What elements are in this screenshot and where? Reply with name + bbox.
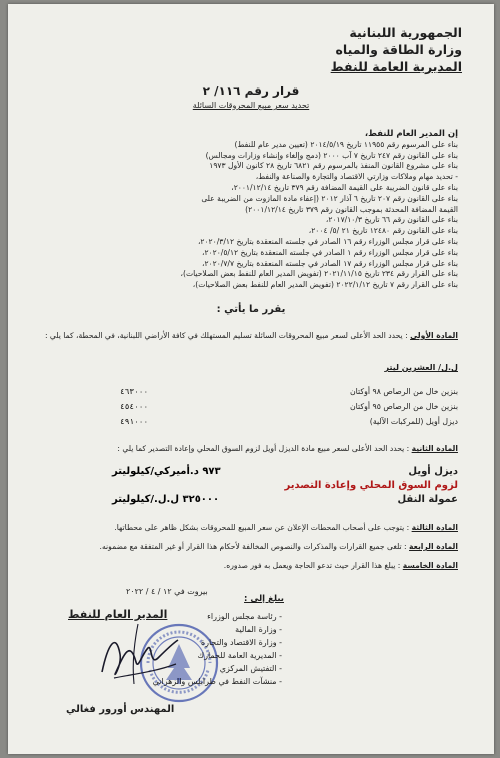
- letterhead-ministry: وزارة الطاقة والمياه: [335, 42, 462, 57]
- distribution-heading: يبلغ إلى :: [244, 594, 284, 604]
- preamble-line: بناء على القانون رقم ٦٦ تاريخ ٢٠١٧/١٠/٣،: [325, 215, 458, 225]
- signatory-name: المهندس أورور فغالي: [66, 704, 175, 715]
- preamble-line: بناء على القانون رقم ١٢٤٨٠ تاريخ ٢١ /٥/ ٢٠٠٤،: [308, 226, 458, 236]
- fuel-price: ٤٩١٠٠٠: [120, 417, 149, 426]
- preamble-line: بناء على القرار رقم ٢٣٤ تاريخ ٢٠٢١/١١/١٥ (تفويض المدير العام للنفط بعض الصلاحيات)،: [180, 269, 458, 279]
- article-2: [28, 444, 458, 453]
- preamble-line: القيمة المضافة المحدثة بموجب القانون رقم ٣٧٩ تاريخ ٢٠٠١/١٢/١٤): [245, 204, 458, 214]
- article-2-text: : يحدد الحد الأعلى لسعر مبيع مادة الديزل أويل لزوم السوق المحلي وإعادة التصدير كما يلي :: [117, 444, 410, 453]
- distribution-item: - وزارة الاقتصاد والتجارة: [200, 638, 282, 647]
- preamble-line: بناء على قانون الضريبة على القيمة المضافة رقم ٣٧٩ تاريخ ٢٠٠١/١٢/١٤،: [231, 182, 458, 192]
- article-5-label: المادة الخامسة: [402, 561, 458, 570]
- distribution-list: [153, 610, 282, 688]
- preamble-line: إن المدير العام للنفط،: [364, 129, 458, 139]
- distribution-item: - المديرية العامة للجمارك: [197, 651, 282, 660]
- preamble-line: بناء على القانون رقم ٢٤٧ تاريخ ٧ آب ٢٠٠٠ (دمج وإلغاء وإنشاء وزارات ومجالس): [205, 150, 458, 160]
- article-3: [28, 522, 458, 533]
- diesel-line: ديزل أويل: [408, 466, 458, 477]
- letterhead-directorate: المديرية العامة للنفط: [330, 59, 462, 74]
- letterhead: [331, 24, 462, 75]
- article-2-label: المادة الثانية: [411, 444, 458, 453]
- fuel-name: بنزين خال من الرصاص ٩٥ أوكتان: [349, 402, 458, 411]
- signatory-title: المدير العام للنفط: [68, 608, 168, 621]
- letterhead-republic: الجمهورية اللبنانية: [349, 25, 462, 40]
- decides-heading: يقرر ما يأتي :: [216, 304, 286, 315]
- article-4-label: المادة الرابعة: [409, 542, 458, 551]
- article-4-text: : تلغى جميع القرارات والمذكرات والنصوص المخالفة لأحكام هذا القرار أو غير المتفقة مع مضمونه.: [99, 542, 407, 551]
- article-1: [28, 330, 458, 341]
- decision-number: قرار رقم ١١٦/ ٢: [202, 84, 300, 98]
- article-5-text: : يبلغ هذا القرار حيث تدعو الحاجة ويعمل به فور صدوره.: [223, 561, 401, 570]
- fuel-name: بنزين خال من الرصاص ٩٨ أوكتان: [349, 387, 458, 396]
- decision-subject: تحديد سعر مبيع المحروقات السائلة: [192, 101, 310, 110]
- preamble-line: بناء على قرار مجلس الوزراء رقم ١٦ الصادر في جلسته المنعقدة بتاريخ ٢٠٢٠/٣/١٢،: [197, 236, 458, 246]
- diesel-usd-price: ٩٧٣ د.أميركي/كيلوليتر: [112, 466, 221, 477]
- diesel-transport-line: عمولة النقل: [397, 494, 458, 505]
- diesel-market-line: لزوم السوق المحلي وإعادة التصدير: [284, 480, 458, 491]
- preamble-line: بناء على القانون رقم ٢٠٧ تاريخ ٦ آذار ٢٠١٢ (إعفاء مادة المازوت من الضريبة على: [201, 193, 458, 203]
- diesel-transport-price: ٣٢٥٠٠٠ ل.ل./كيلوليتر: [112, 494, 220, 505]
- fuel-name: ديزل أويل (للمركبات الآلية): [369, 417, 458, 426]
- document-page: [8, 4, 494, 754]
- distribution-item: - منشآت النفط في طرابلس والزهراني: [152, 677, 282, 686]
- preamble-line: بناء على مشروع القانون المنفذ بالمرسوم رقم ٦٨٢١ تاريخ ٢٨ كانون الأول ١٩٧٣: [209, 161, 458, 171]
- price-unit-label: ل.ل/ العشرين ليتر: [384, 363, 458, 372]
- distribution-item: - رئاسة مجلس الوزراء: [207, 612, 282, 621]
- fuel-price: ٤٦٣٠٠٠: [120, 387, 149, 396]
- fuel-price: ٤٥٤٠٠٠: [120, 402, 149, 411]
- preamble-line: بناء على قرار مجلس الوزراء رقم ١٧ الصادر في جلسته المنعقدة بتاريخ ٢٠٢٠/٧/٧،: [202, 258, 458, 268]
- distribution-item: - التفتيش المركزي: [219, 664, 282, 673]
- preamble-line: - تحديد مهام وملاكات وزارتي الاقتصاد والتجارة والصناعة والنفط،: [255, 172, 458, 182]
- article-3-label: المادة الثالثة: [411, 523, 458, 532]
- article-1-label: المادة الأولى: [410, 331, 458, 340]
- article-5: [28, 560, 458, 571]
- article-4: [28, 541, 458, 552]
- preamble-line: بناء على قرار مجلس الوزراء رقم ١ الصادر في جلسته المنعقدة بتاريخ ٢٠٢٠/٥/١٢،: [202, 247, 458, 257]
- preamble: [38, 129, 458, 291]
- issue-date: بيروت في ١٢ / ٤ / ٢٠٢٢: [126, 587, 208, 596]
- distribution-item: - وزارة المالية: [235, 625, 282, 634]
- preamble-line: بناء على المرسوم رقم ١١٩٥٥ تاريخ ٢٠١٤/٥/١٩ (تعيين مدير عام للنفط): [234, 139, 458, 149]
- article-3-text: : يتوجب على أصحاب المحطات الإعلان عن سعر المبيع للمحروقات بشكل ظاهر على محطاتها.: [114, 523, 410, 532]
- article-1-text: : يحدد الحد الأعلى لسعر مبيع المحروقات السائلة تسليم المستهلك في كافة الأراضي اللبنانية، في المحطة، كما يلي :: [44, 331, 408, 340]
- preamble-line: بناء على القرار رقم ٧ تاريخ ٢٠٢٢/١/١٢ (تفويض المدير العام للنفط بعض الصلاحيات)،: [192, 280, 458, 290]
